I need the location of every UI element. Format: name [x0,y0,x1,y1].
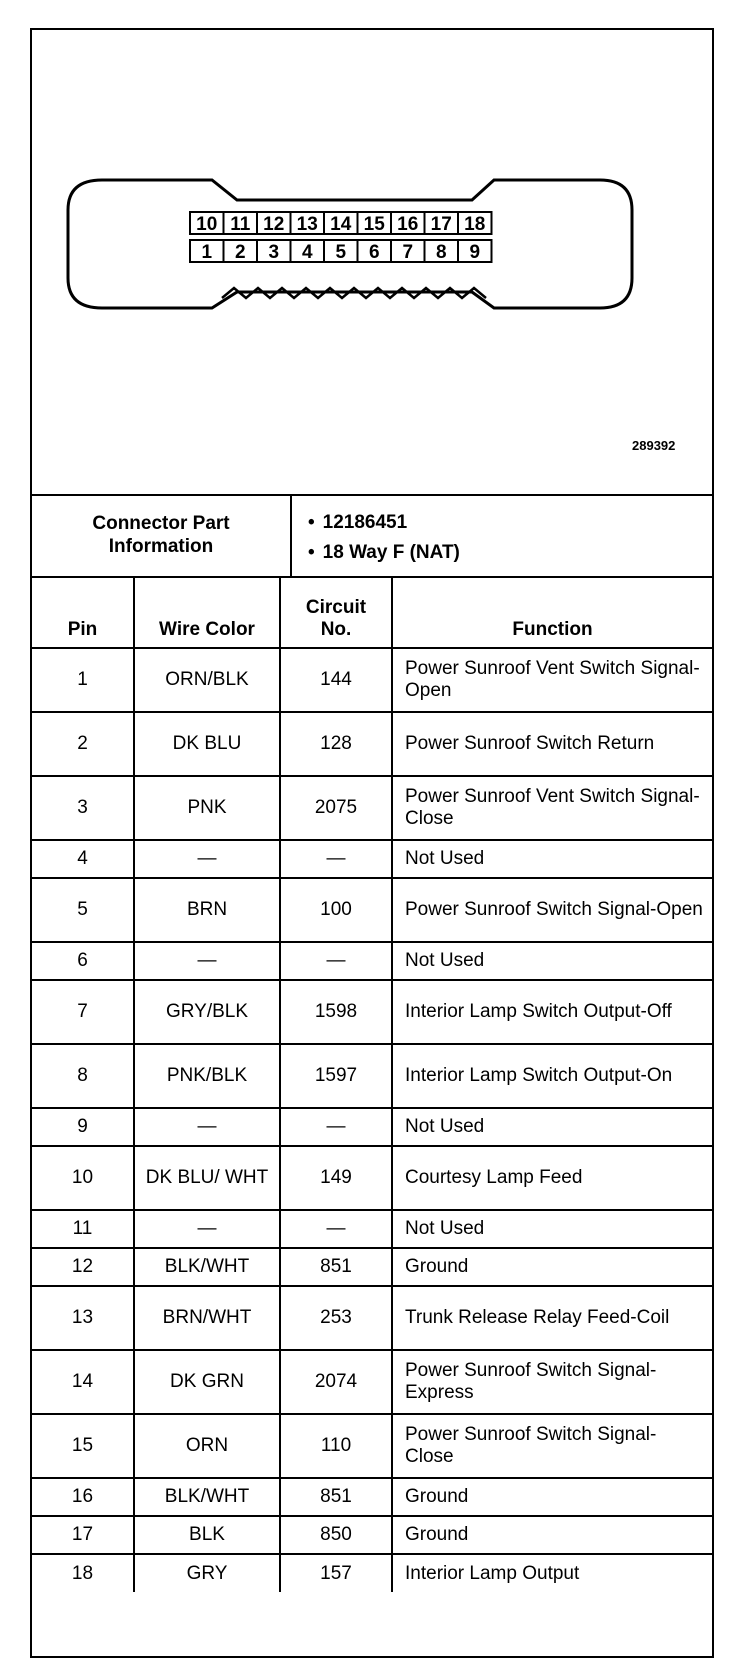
cell-wire-color: DK BLU/ WHT [134,1146,280,1210]
cell-pin: 9 [32,1108,134,1146]
table-row [32,942,712,980]
pin-label-18: 18 [464,214,486,235]
cell-circuit: 2075 [280,776,392,840]
cell-circuit: 850 [280,1516,392,1554]
cell-pin: 7 [32,980,134,1044]
connector-body [68,180,632,308]
connector-outline-svg [32,30,712,494]
table-row [32,1350,712,1414]
connector-part-info-values [308,508,460,568]
cell-function: Power Sunroof Switch Signal- Express [392,1350,712,1414]
cell-wire-color: ORN [134,1414,280,1478]
pin-label-15: 15 [363,214,385,235]
cell-pin: 14 [32,1350,134,1414]
cell-wire-color: — [134,1210,280,1248]
cell-wire-color: PNK/BLK [134,1044,280,1108]
pin-label-17: 17 [430,214,452,235]
table-row [32,840,712,878]
pin-rows [190,212,492,263]
cell-function: Not Used [392,840,712,878]
cell-function: Power Sunroof Switch Signal-Close [392,1414,712,1478]
cell-circuit: 1598 [280,980,392,1044]
connector-sheet [30,28,714,1658]
header-function: Function [392,578,712,648]
cell-pin: 8 [32,1044,134,1108]
cell-wire-color: BLK [134,1516,280,1554]
cell-circuit: 2074 [280,1350,392,1414]
connector-part-info [32,494,712,578]
cell-wire-color: BRN [134,878,280,942]
table-row [32,648,712,712]
cell-pin: 12 [32,1248,134,1286]
cell-pin: 15 [32,1414,134,1478]
cell-function: Interior Lamp Switch Output-Off [392,980,712,1044]
pinout-header-row [32,578,712,648]
cell-circuit: 149 [280,1146,392,1210]
pin-label-9: 9 [469,242,481,263]
pin-label-13: 13 [296,214,318,235]
cell-pin: 1 [32,648,134,712]
cell-pin: 11 [32,1210,134,1248]
pin-label-1: 1 [201,242,213,263]
cell-pin: 6 [32,942,134,980]
cell-pin: 13 [32,1286,134,1350]
cell-wire-color: BLK/WHT [134,1248,280,1286]
cell-circuit: 851 [280,1248,392,1286]
cell-function: Not Used [392,942,712,980]
pinout-body [32,648,712,1592]
pin-label-2: 2 [234,242,246,263]
cell-pin: 17 [32,1516,134,1554]
pin-label-4: 4 [301,242,313,263]
cell-circuit: — [280,1108,392,1146]
cell-circuit: — [280,1210,392,1248]
cell-circuit: 253 [280,1286,392,1350]
cell-function: Ground [392,1516,712,1554]
cell-wire-color: — [134,1108,280,1146]
cell-circuit: 128 [280,712,392,776]
header-pin: Pin [32,578,134,648]
cpi-label-line2: Information [108,536,214,557]
cell-function: Trunk Release Relay Feed-Coil [392,1286,712,1350]
cell-function: Ground [392,1248,712,1286]
cell-function: Power Sunroof Vent Switch Signal-Close [392,776,712,840]
cell-function: Not Used [392,1108,712,1146]
table-row [32,1146,712,1210]
cell-wire-color: — [134,942,280,980]
cpi-label-line1: Connector Part [92,513,230,534]
header-wire-color: Wire Color [134,578,280,648]
pin-label-11: 11 [230,214,251,235]
cell-function: Interior Lamp Output [392,1554,712,1592]
cell-function: Courtesy Lamp Feed [392,1146,712,1210]
header-circuit [280,578,392,648]
table-row [32,878,712,942]
pin-label-14: 14 [330,214,352,235]
cell-pin: 5 [32,878,134,942]
cell-pin: 16 [32,1478,134,1516]
cell-wire-color: DK GRN [134,1350,280,1414]
cell-circuit: — [280,840,392,878]
table-row [32,712,712,776]
cell-wire-color: GRY/BLK [134,980,280,1044]
pin-label-3: 3 [268,242,280,263]
table-row [32,1516,712,1554]
cell-wire-color: BRN/WHT [134,1286,280,1350]
table-row [32,1248,712,1286]
cell-function: Interior Lamp Switch Output-On [392,1044,712,1108]
table-row [32,1286,712,1350]
pin-label-6: 6 [368,242,380,263]
cell-circuit: — [280,942,392,980]
table-row [32,980,712,1044]
table-row [32,1108,712,1146]
connector-part-info-label [32,494,292,576]
cell-function: Power Sunroof Switch Signal-Open [392,878,712,942]
cell-function: Ground [392,1478,712,1516]
table-row [32,1210,712,1248]
pinout-table [32,578,712,1592]
table-row [32,1478,712,1516]
cell-function: Power Sunroof Vent Switch Signal-Open [392,648,712,712]
cell-wire-color: GRY [134,1554,280,1592]
cell-pin: 2 [32,712,134,776]
pin-label-12: 12 [263,214,285,235]
table-row [32,1554,712,1592]
cell-circuit: 1597 [280,1044,392,1108]
cell-pin: 3 [32,776,134,840]
pin-label-7: 7 [402,242,414,263]
cell-wire-color: DK BLU [134,712,280,776]
cell-circuit: 851 [280,1478,392,1516]
figure-number: 289392 [632,438,676,453]
table-row [32,1414,712,1478]
cell-circuit: 157 [280,1554,392,1592]
cell-wire-color: PNK [134,776,280,840]
cell-wire-color: BLK/WHT [134,1478,280,1516]
cell-pin: 10 [32,1146,134,1210]
cell-wire-color: — [134,840,280,878]
cell-function: Not Used [392,1210,712,1248]
cell-pin: 18 [32,1554,134,1592]
cell-function: Power Sunroof Switch Return [392,712,712,776]
connector-diagram [32,30,712,496]
pin-label-16: 16 [397,214,419,235]
cell-pin: 4 [32,840,134,878]
part-number: • 12186451 [308,508,460,538]
cell-circuit: 110 [280,1414,392,1478]
table-row [32,776,712,840]
cell-circuit: 100 [280,878,392,942]
table-row [32,1044,712,1108]
header-circuit-line2: No. [320,619,352,640]
header-circuit-line1: Circuit [305,597,367,618]
cell-wire-color: ORN/BLK [134,648,280,712]
cell-circuit: 144 [280,648,392,712]
pin-label-10: 10 [196,214,218,235]
pin-label-8: 8 [435,242,447,263]
pin-label-5: 5 [335,242,347,263]
connector-description: • 18 Way F (NAT) [308,538,460,568]
